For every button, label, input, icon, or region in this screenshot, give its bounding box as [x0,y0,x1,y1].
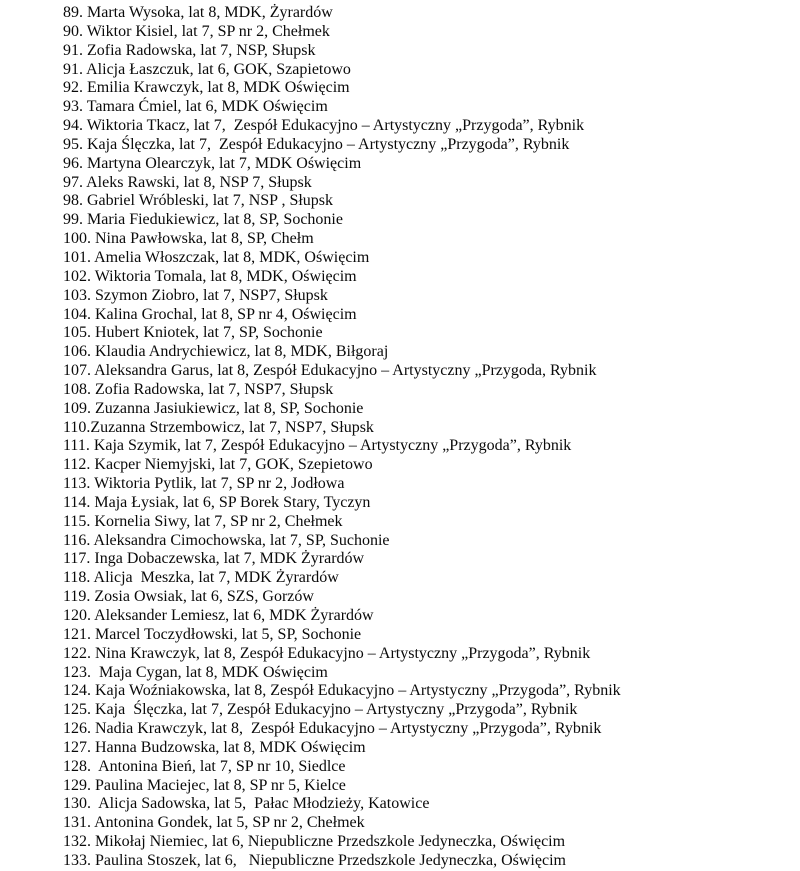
list-item: 99. Maria Fiedukiewicz, lat 8, SP, Sochonie [63,211,343,229]
list-item: 122. Nina Krawczyk, lat 8, Zespół Edukacyjno – Artystyczny „Przygoda”, Rybnik [63,644,591,662]
list-item: 94. Wiktoria Tkacz, lat 7, Zespół Edukacyjno – Artystyczny „Przygoda”, Rybnik [63,117,585,135]
list-item: 113. Wiktoria Pytlik, lat 7, SP nr 2, Jodłowa [63,475,345,493]
list-item: 127. Hanna Budzowska, lat 8, MDK Oświęcim [63,738,366,756]
list-item: 129. Paulina Maciejec, lat 8, SP nr 5, Kielce [63,776,346,794]
list-item: 128. Antonina Bień, lat 7, SP nr 10, Siedlce [63,757,346,775]
list-item: 115. Kornelia Siwy, lat 7, SP nr 2, Chełmek [63,512,343,530]
list-item: 95. Kaja Ślęczka, lat 7, Zespół Edukacyjno – Artystyczny „Przygoda”, Rybnik [63,135,570,153]
list-item: 97. Aleks Rawski, lat 8, NSP 7, Słupsk [63,173,312,191]
list-item: 121. Marcel Toczydłowski, lat 5, SP, Sochonie [63,625,362,643]
list-item: 112. Kacper Niemyjski, lat 7, GOK, Szepietowo [63,456,373,474]
entry-list [63,4,790,871]
list-item: 98. Gabriel Wróbleski, lat 7, NSP , Słupsk [63,192,334,210]
list-item: 90. Wiktor Kisiel, lat 7, SP nr 2, Chełmek [63,22,330,40]
list-item: 131. Antonina Gondek, lat 5, SP nr 2, Chełmek [63,814,365,832]
list-item: 130. Alicja Sadowska, lat 5, Pałac Młodzieży, Katowice [63,795,430,813]
list-item: 114. Maja Łysiak, lat 6, SP Borek Stary, Tyczyn [63,493,371,511]
list-item: 92. Emilia Krawczyk, lat 8, MDK Oświęcim [63,79,350,97]
list-item: 109. Zuzanna Jasiukiewicz, lat 8, SP, Sochonie [63,399,364,417]
list-item: 119. Zosia Owsiak, lat 6, SZS, Gorzów [63,588,314,606]
list-item: 91. Zofia Radowska, lat 7, NSP, Słupsk [63,41,316,59]
list-item: 107. Aleksandra Garus, lat 8, Zespół Edukacyjno – Artystyczny „Przygoda, Rybnik [63,362,597,380]
list-item: 106. Klaudia Andrychiewicz, lat 8, MDK, Biłgoraj [63,343,389,361]
list-item: 132. Mikołaj Niemiec, lat 6, Niepubliczne Przedszkole Jedyneczka, Oświęcim [63,833,566,851]
list-item: 89. Marta Wysoka, lat 8, MDK, Żyrardów [63,4,333,21]
list-item: 104. Kalina Grochal, lat 8, SP nr 4, Oświęcim [63,305,357,323]
list-item: 102. Wiktoria Tomala, lat 8, MDK, Oświęcim [63,267,357,285]
list-item: 91. Alicja Łaszczuk, lat 6, GOK, Szapietowo [63,60,351,78]
list-item: 111. Kaja Szymik, lat 7, Zespół Edukacyjno – Artystyczny „Przygoda”, Rybnik [63,437,572,455]
list-item: 117. Inga Dobaczewska, lat 7, MDK Żyrardów [63,550,365,568]
list-item: 110.Zuzanna Strzembowicz, lat 7, NSP7, Słupsk [63,418,374,436]
list-item: 116. Aleksandra Cimochowska, lat 7, SP, Suchonie [63,531,390,549]
list-item: 108. Zofia Radowska, lat 7, NSP7, Słupsk [63,380,334,398]
list-item: 100. Nina Pawłowska, lat 8, SP, Chełm [63,230,314,248]
list-item: 126. Nadia Krawczyk, lat 8, Zespół Edukacyjno – Artystyczny „Przygoda”, Rybnik [63,720,602,738]
list-item: 133. Paulina Stoszek, lat 6, Niepubliczne Przedszkole Jedyneczka, Oświęcim [63,851,566,869]
list-item: 101. Amelia Włoszczak, lat 8, MDK, Oświęcim [63,248,370,266]
list-item: 118. Alicja Meszka, lat 7, MDK Żyrardów [63,569,339,587]
list-item: 103. Szymon Ziobro, lat 7, NSP7, Słupsk [63,286,328,304]
list-item: 105. Hubert Kniotek, lat 7, SP, Sochonie [63,324,323,342]
list-item: 124. Kaja Woźniakowska, lat 8, Zespół Edukacyjno – Artystyczny „Przygoda”, Rybnik [63,682,621,700]
list-item: 120. Aleksander Lemiesz, lat 6, MDK Żyrardów [63,607,374,624]
list-item: 125. Kaja Ślęczka, lat 7, Zespół Edukacyjno – Artystyczny „Przygoda”, Rybnik [63,701,578,719]
list-item: 123. Maja Cygan, lat 8, MDK Oświęcim [63,663,328,681]
list-item: 96. Martyna Olearczyk, lat 7, MDK Oświęcim [63,154,362,172]
list-item: 93. Tamara Ćmiel, lat 6, MDK Oświęcim [63,98,328,116]
